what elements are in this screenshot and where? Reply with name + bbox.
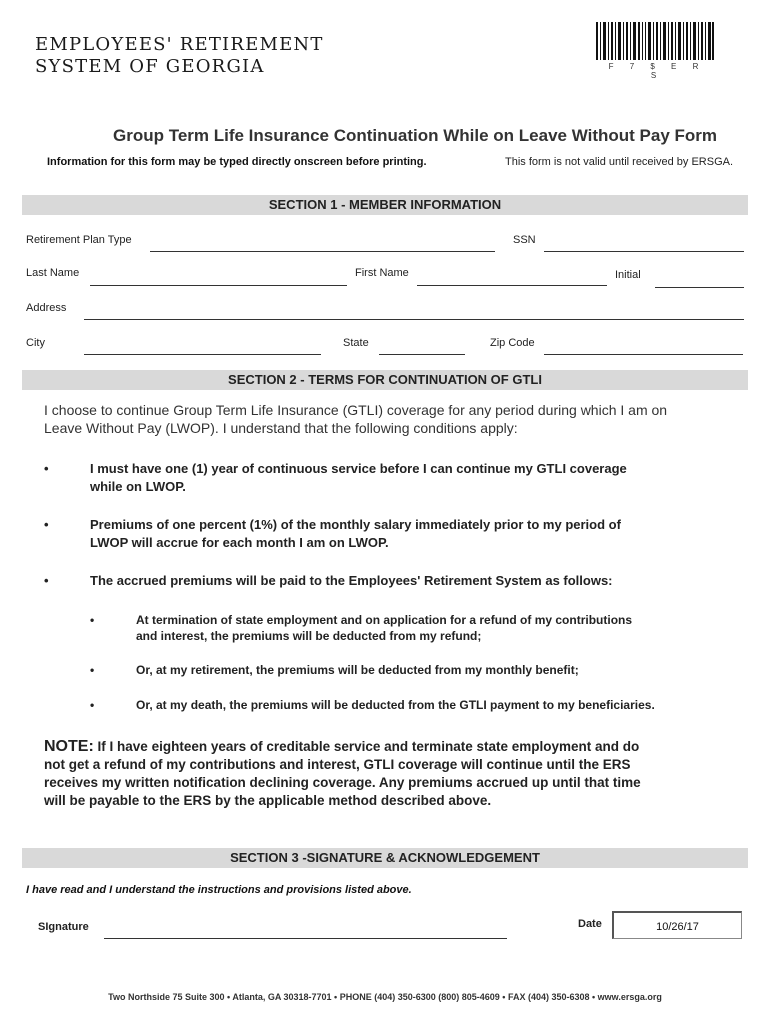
section-2-heading: SECTION 2 - TERMS FOR CONTINUATION OF GTLI — [22, 370, 748, 390]
logo-line-2: SYSTEM OF GEORGIA — [35, 56, 265, 77]
sub-bullet-1-marker: • — [90, 613, 95, 627]
ssn-label: SSN — [513, 234, 536, 246]
initial-field[interactable] — [655, 287, 744, 288]
acknowledgement-text: I have read and I understand the instructions and provisions listed above. — [26, 884, 412, 896]
sub-bullet-2-marker: • — [90, 663, 95, 677]
date-field[interactable]: 10/26/17 — [612, 911, 742, 939]
payment-option-1-line-1: At termination of state employment and on application for a refund of my contributions — [136, 613, 633, 627]
bullet-2-marker: • — [44, 517, 49, 532]
footer-contact: Two Northside 75 Suite 300 • Atlanta, GA 30318-7701 • PHONE (404) 350-6300 (800) 805-4609 • FAX (404) 350-6308 • www.ersga.org — [108, 992, 662, 1002]
state-field[interactable] — [379, 354, 465, 355]
condition-2-line-2: LWOP will accrue for each month I am on LWOP. — [90, 535, 389, 550]
valid-note: This form is not valid until received by ERSGA. — [505, 156, 734, 168]
zip-code-label: Zip Code — [490, 337, 535, 349]
address-label: Address — [26, 302, 67, 314]
signature-label: SIgnature — [38, 921, 89, 933]
note-line-1: If I have eighteen years of creditable service and terminate state employment and do — [97, 739, 640, 754]
initial-label: Initial — [615, 269, 641, 281]
bullet-3-marker: • — [44, 573, 49, 588]
signature-field[interactable] — [104, 938, 507, 939]
note-line-3: receives my written notification declining coverage. Any premiums accrued up until that time — [44, 775, 641, 790]
city-label: City — [26, 337, 45, 349]
payment-option-2: Or, at my retirement, the premiums will be deducted from my monthly benefit; — [136, 663, 579, 677]
city-field[interactable] — [84, 354, 321, 355]
payment-option-1 — [136, 612, 632, 644]
payment-option-1-line-2: and interest, the premiums will be deducted from my refund; — [136, 629, 482, 643]
date-label: Date — [578, 918, 602, 930]
zip-code-field[interactable] — [544, 354, 743, 355]
condition-3: The accrued premiums will be paid to the Employees' Retirement System as follows: — [90, 573, 613, 588]
address-field[interactable] — [84, 319, 744, 320]
last-name-field[interactable] — [90, 285, 347, 286]
condition-1 — [90, 460, 627, 496]
first-name-label: First Name — [355, 267, 409, 279]
typed-note: Information for this form may be typed directly onscreen before printing. — [47, 156, 427, 168]
retirement-plan-type-label: Retirement Plan Type — [26, 234, 132, 246]
first-name-field[interactable] — [417, 285, 607, 286]
sub-bullet-3-marker: • — [90, 698, 95, 712]
note-paragraph — [44, 738, 734, 810]
form-title: Group Term Life Insurance Continuation While on Leave Without Pay Form — [112, 126, 717, 145]
section-1-heading: SECTION 1 - MEMBER INFORMATION — [22, 195, 748, 215]
note-heading: NOTE: — [44, 738, 94, 755]
condition-2 — [90, 516, 621, 552]
ssn-field[interactable] — [544, 251, 744, 252]
last-name-label: Last Name — [26, 267, 80, 279]
barcode-text: F 7 $ E R S — [608, 62, 706, 80]
condition-1-line-1: I must have one (1) year of continuous service before I can continue my GTLI coverage — [90, 461, 627, 476]
terms-intro — [44, 401, 667, 437]
terms-intro-line-2: Leave Without Pay (LWOP). I understand that the following conditions apply: — [44, 420, 518, 436]
logo-line-1: EMPLOYEES' RETIREMENT — [35, 34, 324, 55]
terms-intro-line-1: I choose to continue Group Term Life Insurance (GTLI) coverage for any period during which I am on — [44, 402, 668, 418]
condition-2-line-1: Premiums of one percent (1%) of the monthly salary immediately prior to my period of — [90, 517, 621, 532]
ers-logo — [35, 34, 324, 78]
section-3-heading: SECTION 3 -SIGNATURE & ACKNOWLEDGEMENT — [22, 848, 748, 868]
bullet-1-marker: • — [44, 461, 49, 476]
barcode-image — [596, 22, 714, 60]
retirement-plan-type-field[interactable] — [150, 251, 495, 252]
note-line-2: not get a refund of my contributions and interest, GTLI coverage will continue until the ERS — [44, 757, 631, 772]
note-line-4: will be payable to the ERS by the applicable method described above. — [44, 793, 492, 808]
condition-1-line-2: while on LWOP. — [90, 479, 186, 494]
state-label: State — [343, 337, 369, 349]
payment-option-3: Or, at my death, the premiums will be deducted from the GTLI payment to my beneficiaries. — [136, 698, 655, 712]
